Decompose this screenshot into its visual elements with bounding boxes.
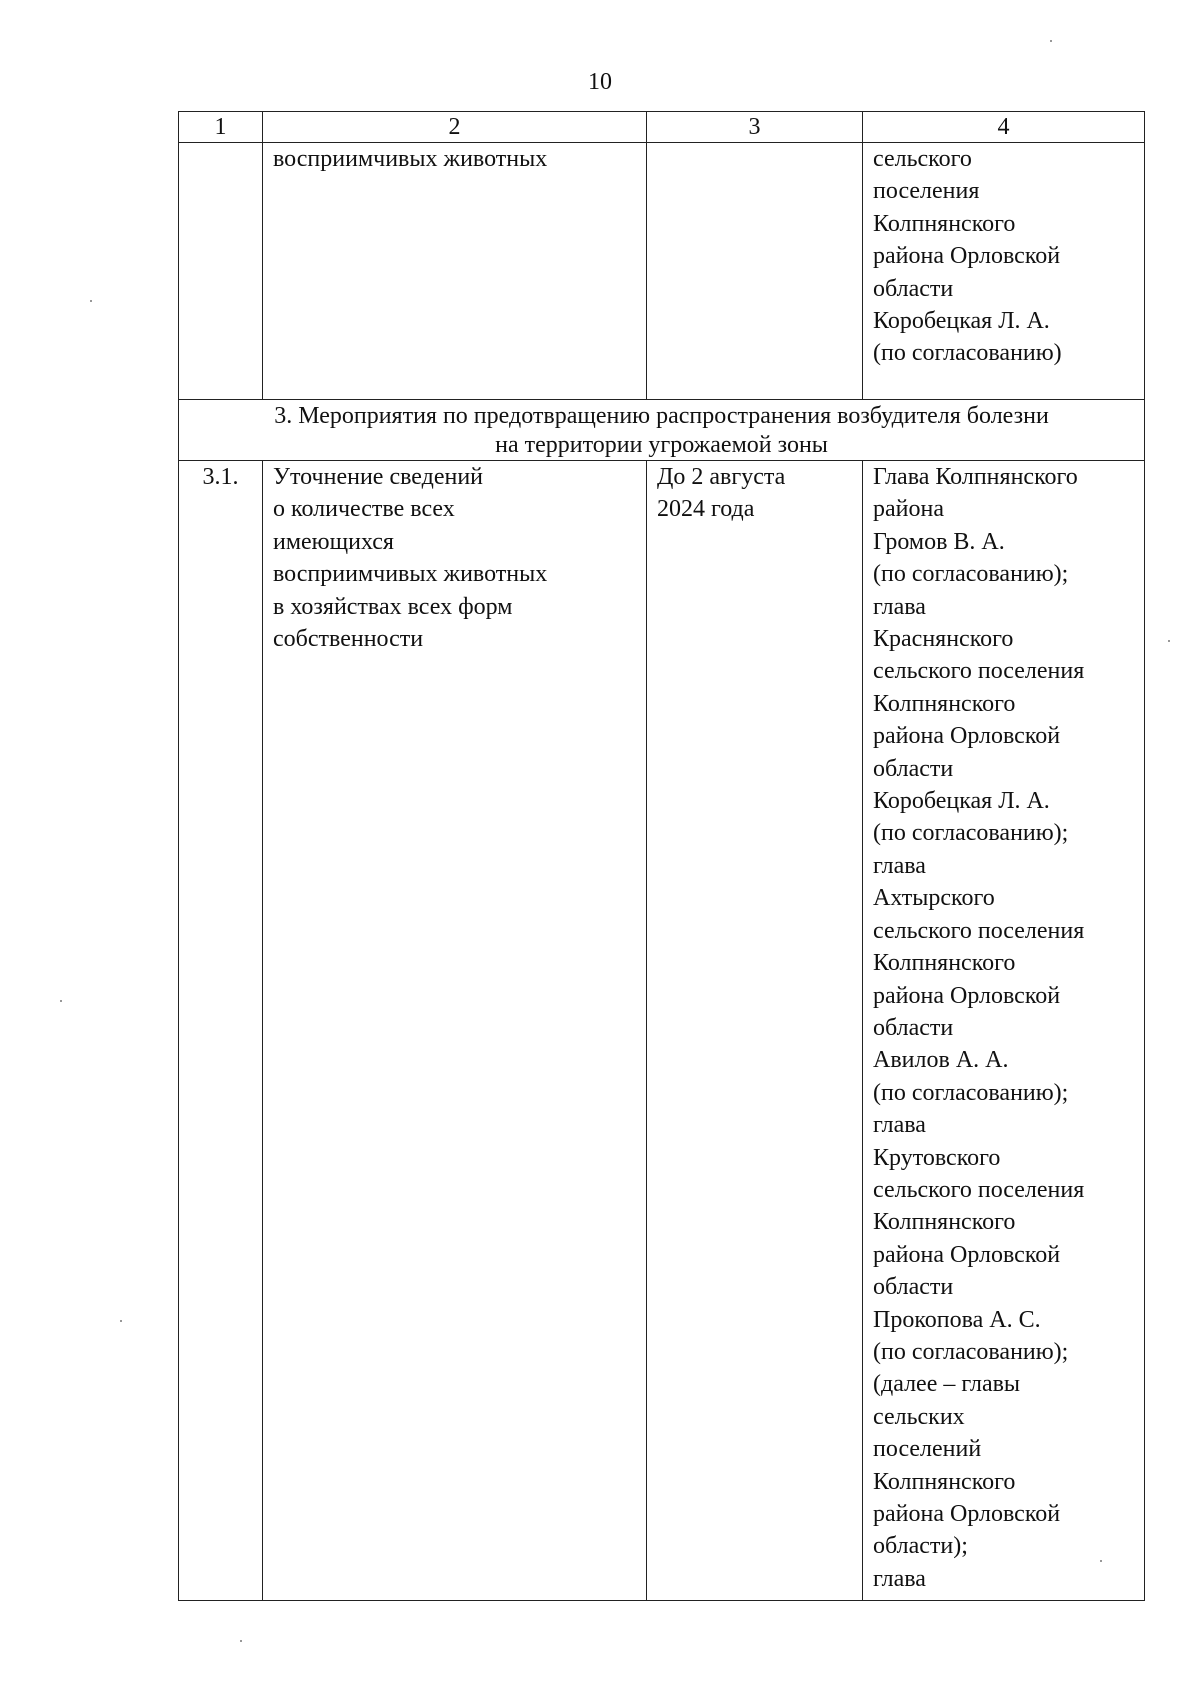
- continued-row: [179, 143, 1145, 400]
- row-action-cell: Уточнение сведений о количестве всех имеющихся восприимчивых животных в хозяйствах всех форм собственности: [263, 461, 647, 1601]
- scan-speck: [120, 1320, 122, 1322]
- row-number-cell: 3.1.: [179, 461, 263, 1601]
- row-responsible-cell: Глава Колпнянского района Громов В. А. (по согласованию); глава Краснянского сельского поселения Колпнянского района Орловской области Коробецкая Л. А. (по согласованию); глава Ахтырского сельского поселения Колпнянского района Орловской области Авилов А. А. (по согласованию); глава Крутовского сельского поселения Колпнянского района Орловской области Прокопова А. С. (по согласованию); (далее – главы сельских поселений Колпнянского района Орловской области); глава: [863, 461, 1145, 1601]
- scan-speck: [90, 300, 92, 302]
- continued-row-action-cell: восприимчивых животных: [263, 143, 647, 400]
- column-number-header-row: [179, 112, 1145, 143]
- scan-speck: [1050, 40, 1052, 42]
- scan-speck: [1100, 1560, 1102, 1562]
- scan-speck: [240, 1640, 242, 1642]
- section-heading-row: [179, 400, 1145, 461]
- scan-speck: [1168, 640, 1170, 642]
- page-number: 10: [588, 69, 612, 95]
- table-row: [179, 461, 1145, 1601]
- continued-row-number-cell: [179, 143, 263, 400]
- continued-row-responsible-cell: сельского поселения Колпнянского района Орловской области Коробецкая Л. А. (по согласованию): [863, 143, 1145, 400]
- continued-row-deadline-cell: [647, 143, 863, 400]
- section-3-heading: 3. Мероприятия по предотвращению распространения возбудителя болезни на территории угрожаемой зоны: [179, 400, 1145, 461]
- column-header-1: 1: [179, 112, 263, 143]
- column-header-3: 3: [647, 112, 863, 143]
- scan-speck: [60, 1000, 62, 1002]
- measures-table: [178, 111, 1145, 1601]
- row-deadline-cell: До 2 августа 2024 года: [647, 461, 863, 1601]
- column-header-4: 4: [863, 112, 1145, 143]
- column-header-2: 2: [263, 112, 647, 143]
